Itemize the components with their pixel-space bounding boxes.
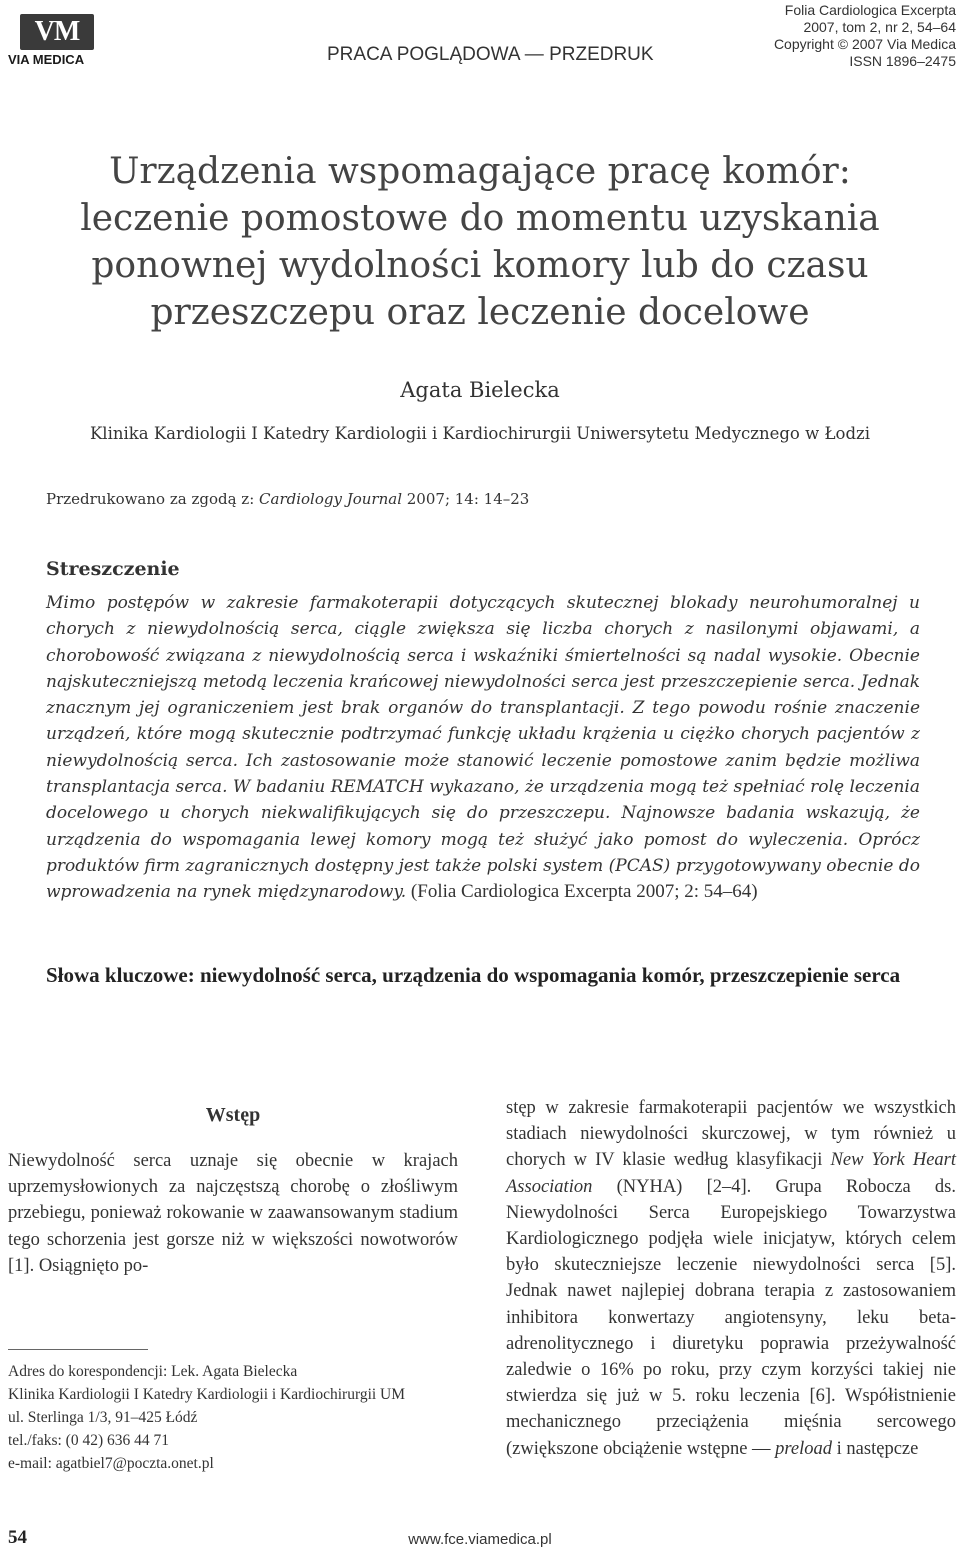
journal-name: Folia Cardiologica Excerpta	[784, 2, 956, 18]
correspondence-line: Adres do korespondencji: Lek. Agata Bielecka	[8, 1363, 298, 1380]
correspondence-line: Klinika Kardiologii I Katedry Kardiologii i Kardiochirurgii UM	[8, 1386, 406, 1403]
via-medica-logo-mark	[20, 14, 94, 50]
publisher-name: VIA MEDICA	[8, 52, 85, 67]
page-number: 54	[8, 1527, 27, 1548]
author-affiliation: Klinika Kardiologii I Katedry Kardiologii i Kardiochirurgii Uniwersytetu Medycznego w Łodzi	[89, 424, 870, 443]
correspondence-email: e-mail: agatbiel7@poczta.onet.pl	[8, 1455, 214, 1472]
body-right-text-3: i następcze	[832, 1438, 919, 1459]
journal-info	[774, 2, 956, 70]
abstract-heading: Streszczenie	[46, 558, 180, 580]
body-right-text-1: stęp w zakresie farmakoterapii pacjentów we wszystkich stadiach niewydolności skurczowej, w tym również u chorych w IV klasie według klasyfikacji	[506, 1098, 956, 1171]
body-right-italic-2: preload	[775, 1438, 833, 1459]
reprint-note	[46, 490, 529, 508]
reprint-prefix: Przedrukowano za zgodą z:	[46, 490, 260, 508]
journal-volume: 2007, tom 2, nr 2, 54–64	[803, 19, 956, 35]
footer-url: www.fce.viamedica.pl	[408, 1531, 552, 1548]
body-column-left: Niewydolność serca uznaje się obecnie w krajach uprzemysłowionych za najczęstszą chorobę o złośliwym przebiegu, ponieważ rokowanie w zaawansowanym stadium tego schorzenia jest gorsze niż w większości nowotworów [1]. Osiągnięto po-	[8, 1151, 458, 1276]
reprint-source: Cardiology Journal	[259, 490, 402, 508]
footnote-divider	[8, 1349, 148, 1350]
section-heading: Wstęp	[205, 1104, 261, 1126]
publisher-logo	[8, 14, 104, 67]
article-title: Urządzenia wspomagające pracę komór: leczenie pomostowe do momentu uzyskania ponownej wydolności komory lub do czasu przeszczepu oraz leczenie docelowe	[80, 151, 880, 333]
correspondence-address	[8, 1360, 478, 1475]
journal-issn: ISSN 1896–2475	[849, 53, 956, 69]
correspondence-line: tel./faks: (0 42) 636 44 71	[8, 1432, 170, 1449]
abstract-text	[46, 590, 920, 906]
article-type-label: PRACA POGLĄDOWA — PRZEDRUK	[327, 44, 654, 65]
reprint-suffix: 2007; 14: 14–23	[402, 490, 530, 508]
correspondence-line: ul. Sterlinga 1/3, 91–425 Łódź	[8, 1409, 198, 1426]
abstract-body-text: Mimo postępów w zakresie farmakoterapii dotyczących skutecznej blokady neurohumoralnej u chorych z niewydolnością serca, ciągle zwiększa się liczba chorych z nasilonymi objawami, a chorobowość związana z niewydolnością serca i wskaźniki śmiertelności są nadal wysokie. Obecnie najskuteczniejszą metodą leczenia krańcowej niewydolności serca jest przeszczepienie serca. Jednak znacznym jej ograniczeniem jest brak organów do transplantacji. Z tego powodu rośnie znaczenie urządzeń, które mogą skutecznie podtrzymać funkcję układu krążenia u ciężko chorych pacjentów z niewydolnością serca. Ich zastosowanie może stanowić leczenie pomostowe zanim będzie możliwa transplantacja serca. W badaniu REMATCH wykazano, że urządzenia mogą też spełniać rolę leczenia docelowego u chorych niekwalifikujących się do przeszczepu. Najnowsze badania wskazują, że urządzenia do wspomagania lewej komory mogą też służyć jako pomost do wyleczenia. Oprócz produktów firm zagranicznych dostępny jest także polski system (PCAS) przygotowywany obecnie do wprowadzenia na rynek międzynarodowy.	[46, 593, 920, 903]
journal-copyright: Copyright © 2007 Via Medica	[773, 36, 956, 52]
logo-mark-text: VM	[34, 16, 80, 47]
abstract-citation: (Folia Cardiologica Excerpta 2007; 2: 54–64)	[406, 881, 758, 903]
body-right-italic-1: New York Heart Association	[506, 1150, 956, 1197]
body-right-text-2: (NYHA) [2–4]. Grupa Robocza ds. Niewydolności Serca Europejskiego Towarzystwa Kardiologicznego podjęła wiele inicjatyw, których celem było skuteczniejsze leczenie niewydolności serca [5]. Jednak nawet najlepiej dobrana terapia z zastosowaniem inhibitora konwertazy angiotensyny, leku beta-adrenolitycznego i diuretyku poprawia przeżywalność zaledwie o 16% po roku, przy czym korzyści takiej nie stwierdza się już w 5. roku leczenia [6]. Współistnienie mechanicznego przeciążenia mięśnia sercowego (zwiększone obciążenie wstępne —	[506, 1176, 956, 1459]
keywords: Słowa kluczowe: niewydolność serca, urządzenia do wspomagania komór, przeszczepienie serca	[46, 963, 901, 987]
author-name: Agata Bielecka	[400, 378, 560, 402]
body-column-right	[506, 1095, 956, 1462]
